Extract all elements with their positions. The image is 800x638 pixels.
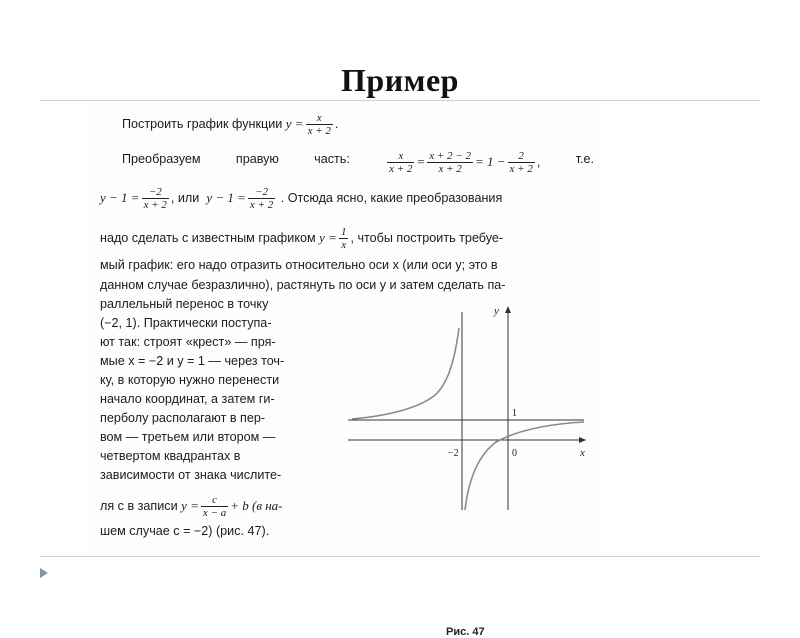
hyperbola-branch-left [352,328,459,419]
fraction [306,112,333,137]
column-line: ку, в которую нужно перенести [100,373,280,387]
next-slide-arrow-icon[interactable] [40,568,48,578]
word: часть: [314,152,350,166]
line17-end: + b (в на- [230,497,283,513]
equation-left: y − 1 = [100,189,140,205]
text-line-6: данном случае безразлично), растянуть по оси y и затем сделать па- [100,278,506,292]
comma: , [536,154,541,169]
fraction [201,494,228,519]
hyperbola-graph [348,296,598,516]
title-divider [40,100,760,101]
fraction-den: x + 2 [249,199,274,211]
word: правую [235,152,279,166]
word: Преобразуем [122,152,201,166]
line3-or: , или [170,190,200,205]
fraction-den: x + 2 [509,163,533,175]
fraction [339,226,349,251]
line1-eq: y = [285,115,304,131]
column-line: перболу располагают в пер- [100,411,266,425]
line4-end: , чтобы построить требуе- [350,230,504,245]
fraction-den: x + 2 [307,125,331,137]
line3-rest: . Отсюда ясно, какие преобразования [280,190,503,205]
text-line-5: мый график: его надо отразить относительно оси x (или оси y; это в [100,258,498,272]
transform-equation [385,150,540,175]
equation-right: y − 1 = [206,189,246,205]
fraction-num: x [398,150,404,162]
fraction-den: x + 2 [389,163,413,175]
text-line-2 [122,150,594,175]
fraction [387,150,414,175]
textbook-scan [90,104,602,638]
text-line-4 [100,226,503,251]
tick-label-0: 0 [512,448,517,459]
footer-divider [40,556,760,557]
column-line: ют так: строят «крест» — пря- [100,335,276,349]
x-axis-arrow [579,437,586,443]
tick-label-1: 1 [512,408,517,419]
fraction [142,186,169,211]
column-line: четвертом квадрантах в [100,449,241,463]
line1-end: . [334,116,339,131]
column-line: (−2, 1). Практически поступа- [100,316,272,330]
fraction-num: c [212,494,218,506]
axis-label-x: x [580,447,585,459]
fraction-den: x − a [202,507,227,519]
slide-title: Пример [341,62,459,98]
column-line: начало координат, а затем ги- [100,392,275,406]
word: т.е. [575,152,594,166]
column-line: раллельный перенос в точку [100,297,269,311]
line1-text: Построить график функции [122,116,283,131]
column-line: зависимости от знака числите- [100,468,282,482]
fraction-den: x + 2 [427,162,473,175]
figure-caption: Рис. 47 [446,626,485,638]
fraction-num: −2 [148,186,162,198]
line4-text: надо сделать с известным графиком [100,230,316,245]
text-line-18: шем случае c = −2) (рис. 47). [100,524,270,538]
text-line-1 [122,112,338,137]
fraction-num: −2 [255,186,269,198]
line17-eq: y = [181,497,199,513]
y-axis-arrow [505,306,511,313]
fraction [248,186,275,211]
line17-text: ля c в записи [100,498,178,513]
column-line: вом — третьем или втором — [100,430,276,444]
fraction-num: x + 2 − 2 [429,150,471,162]
fraction [508,150,535,175]
tick-label-minus-2: −2 [448,448,459,459]
fraction-den: x + 2 [143,199,167,211]
fraction [427,150,473,175]
axis-label-y: y [494,305,499,317]
fraction-num: 2 [518,150,524,162]
line4-eq: y = [319,229,337,245]
text-line-3 [100,186,502,211]
fraction-num: 1 [340,226,347,238]
text-line-17 [100,494,283,519]
column-line: мые x = −2 и y = 1 — через точ- [100,354,285,368]
equals-sign: = 1 − [474,153,506,169]
equals-sign: = [416,153,426,169]
fraction-den: x [339,238,349,251]
fraction-num: x [316,112,322,124]
hyperbola-branch-right [465,422,584,510]
